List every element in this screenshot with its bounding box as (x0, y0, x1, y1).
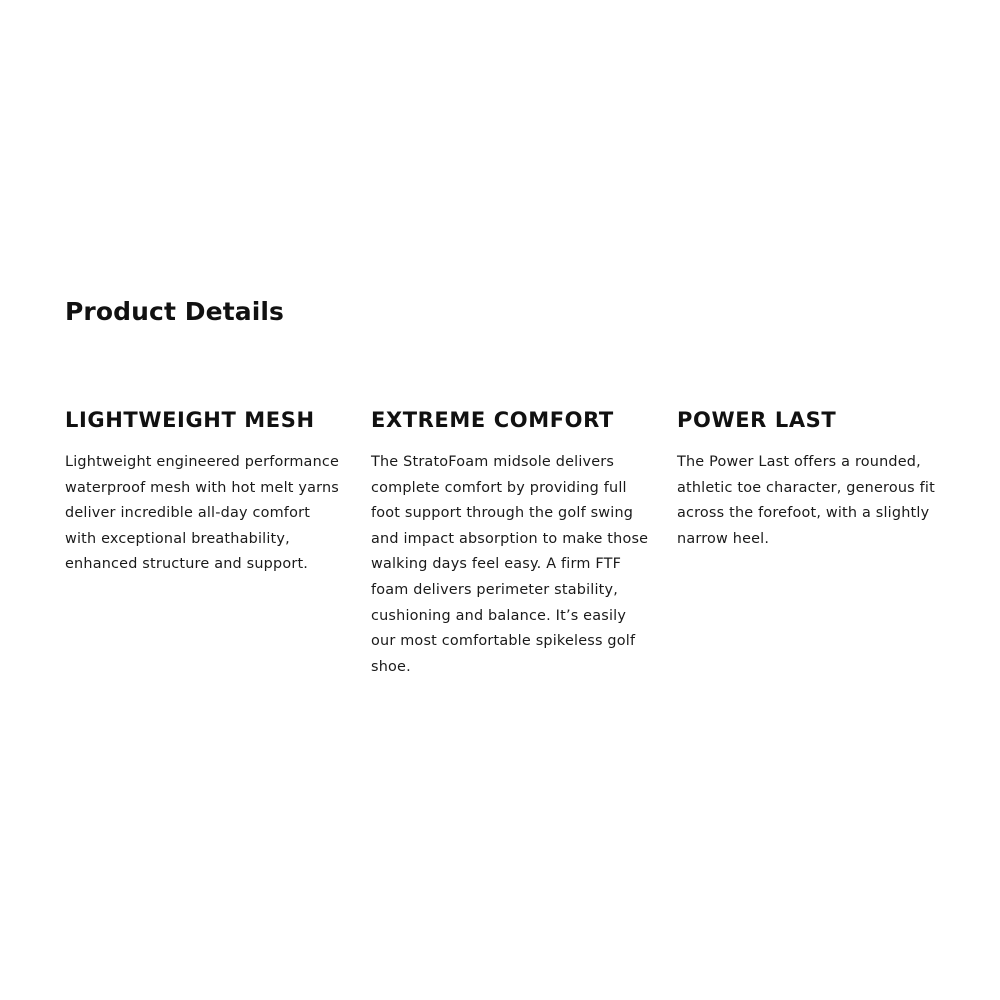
feature-description: The StratoFoam midsole delivers complete comfort by providing full foot support through the golf swing and impact absorption to make those walking days feel easy. A firm FTF foam delivers perimeter stability, cushioning and balance. It’s easily our most comfortable spikeless golf shoe. (371, 454, 649, 675)
feature-heading: EXTREME COMFORT (371, 408, 614, 432)
feature-lightweight-mesh (65, 406, 343, 578)
feature-heading: LIGHTWEIGHT MESH (65, 408, 315, 432)
product-details-section (65, 296, 945, 675)
feature-power-last (677, 406, 955, 552)
feature-extreme-comfort (371, 406, 649, 680)
feature-list (65, 406, 945, 706)
feature-description: Lightweight engineered performance waterproof mesh with hot melt yarns deliver incredible all-day comfort with exceptional breathability, enhanced structure and support. (65, 454, 340, 573)
feature-description: The Power Last offers a rounded, athletic toe character, generous fit across the forefoot, with a slightly narrow heel. (677, 454, 935, 547)
feature-heading: POWER LAST (677, 408, 837, 432)
section-title: Product Details (65, 297, 285, 326)
